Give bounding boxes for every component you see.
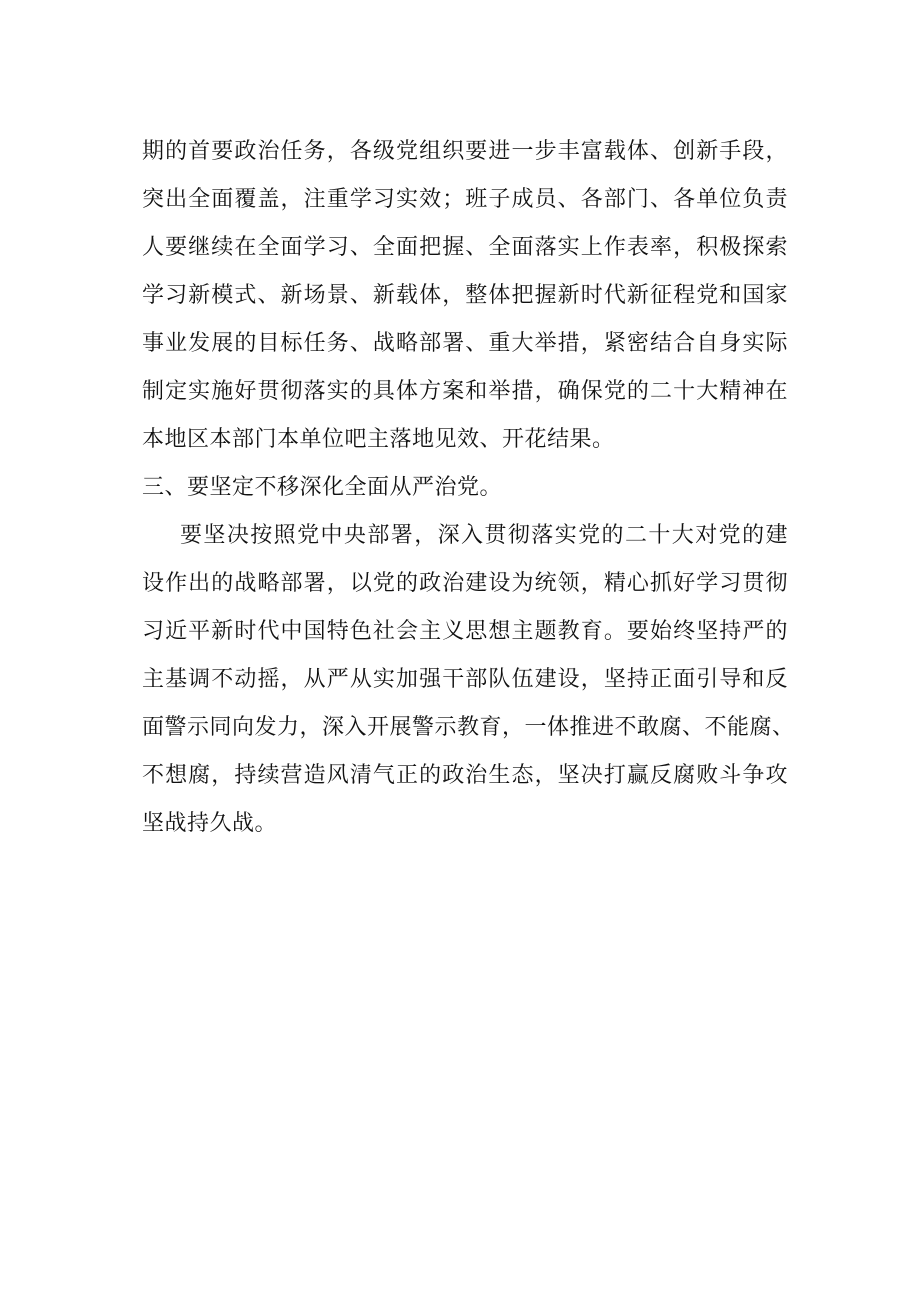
section-heading: 三、要坚定不移深化全面从严治党。 xyxy=(142,475,503,500)
text-line: 突出全面覆盖，注重学习实效；班子成员、各部门、各单位负责 xyxy=(142,187,788,212)
text-line: 制定实施好贯彻落实的具体方案和举措，确保党的二十大精神在 xyxy=(142,379,788,404)
text-line: 坚战持久战。 xyxy=(142,811,278,836)
text-line: 期的首要政治任务，各级党组织要进一步丰富载体、创新手段， xyxy=(142,139,788,164)
text-line: 设作出的战略部署，以党的政治建设为统领，精心抓好学习贯彻 xyxy=(142,571,788,596)
paragraph-1 xyxy=(142,128,788,464)
text-line: 本地区本部门本单位吧主落地见效、开花结果。 xyxy=(142,427,615,452)
text-line: 人要继续在全面学习、全面把握、全面落实上作表率，积极探索 xyxy=(142,235,788,260)
text-line: 不想腐，持续营造风清气正的政治生态，坚决打赢反腐败斗争攻 xyxy=(142,763,788,788)
text-line: 学习新模式、新场景、新载体，整体把握新时代新征程党和国家 xyxy=(142,283,788,308)
text-line: 习近平新时代中国特色社会主义思想主题教育。要始终坚持严的 xyxy=(142,619,788,644)
document-body xyxy=(142,128,795,848)
text-line: 事业发展的目标任务、战略部署、重大举措，紧密结合自身实际 xyxy=(142,331,788,356)
text-line: 要坚决按照党中央部署，深入贯彻落实党的二十大对党的建 xyxy=(180,523,788,548)
text-line: 面警示同向发力，深入开展警示教育，一体推进不敢腐、不能腐、 xyxy=(142,715,795,740)
text-line: 主基调不动摇，从严从实加强干部队伍建设，坚持正面引导和反 xyxy=(142,667,788,692)
paragraph-2 xyxy=(142,512,795,848)
